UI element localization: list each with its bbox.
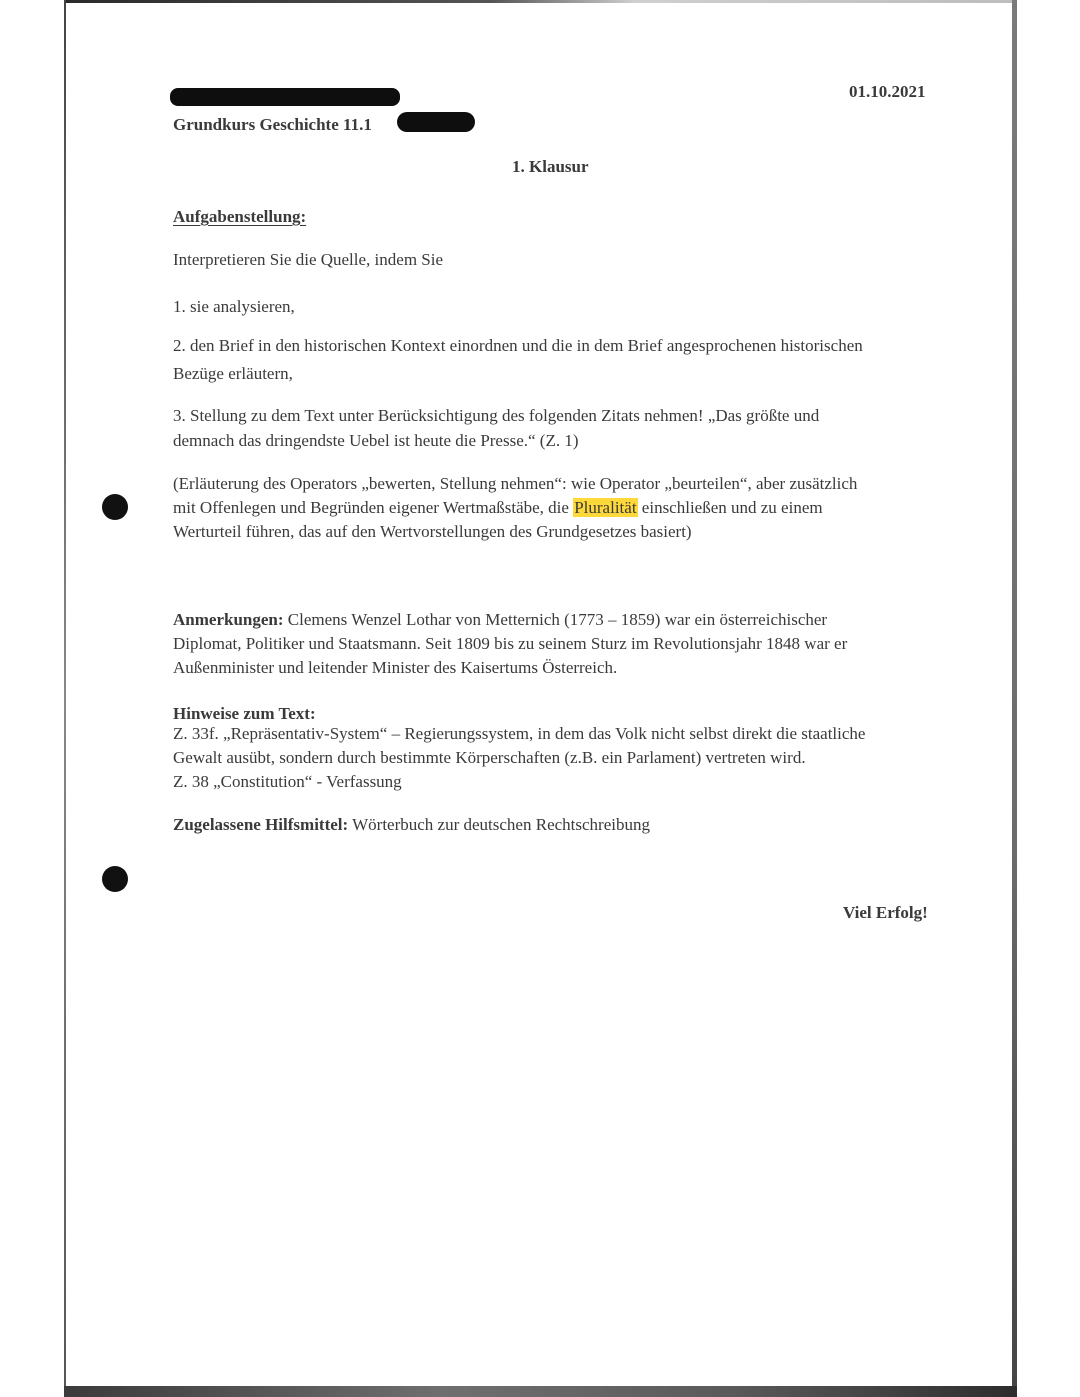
hints-line-3: Z. 38 „Constitution“ - Verfassung bbox=[173, 772, 402, 791]
course-title: Grundkurs Geschichte 11.1 bbox=[173, 115, 372, 134]
permitted-aids-label: Zugelassene Hilfsmittel: bbox=[173, 815, 349, 834]
scan-edge-bottom bbox=[64, 1386, 1017, 1397]
highlighted-word: Pluralität bbox=[574, 498, 637, 517]
operator-note-line-3: Werturteil führen, das auf den Wertvorstellungen des Grundgesetzes basiert) bbox=[173, 522, 692, 541]
redacted-course-suffix bbox=[397, 112, 475, 132]
hints-heading: Hinweise zum Text: bbox=[173, 704, 316, 723]
operator-note-line-2: mit Offenlegen und Begründen eigener Wertmaßstäbe, die Pluralität einschließen und zu einem bbox=[173, 498, 823, 517]
closing-wish: Viel Erfolg! bbox=[843, 903, 928, 922]
punch-hole-bottom bbox=[102, 866, 128, 892]
exam-date: 01.10.2021 bbox=[849, 82, 926, 101]
redacted-name-bar bbox=[170, 88, 400, 106]
task-item-3-line-1: 3. Stellung zu dem Text unter Berücksichtigung des folgenden Zitats nehmen! „Das größte und bbox=[173, 406, 820, 425]
task-item-2-line-1: 2. den Brief in den historischen Kontext einordnen und die in dem Brief angesprochenen historischen bbox=[173, 336, 863, 355]
notes-label: Anmerkungen: bbox=[173, 610, 284, 629]
task-item-1: 1. sie analysieren, bbox=[173, 297, 295, 316]
hints-line-1: Z. 33f. „Repräsentativ-System“ – Regierungssystem, in dem das Volk nicht selbst direkt die staatliche bbox=[173, 724, 866, 743]
task-intro: Interpretieren Sie die Quelle, indem Sie bbox=[173, 250, 444, 269]
permitted-aids: Zugelassene Hilfsmittel: Wörterbuch zur deutschen Rechtschreibung bbox=[173, 815, 650, 834]
notes-line-1: Anmerkungen: Clemens Wenzel Lothar von Metternich (1773 – 1859) war ein österreichischer bbox=[173, 610, 828, 629]
notes-line-3: Außenminister und leitender Minister des Kaisertums Österreich. bbox=[173, 658, 618, 677]
task-item-2-line-2: Bezüge erläutern, bbox=[173, 364, 293, 383]
notes-line-2: Diplomat, Politiker und Staatsmann. Seit 1809 bis zu seinem Sturz im Revolutionsjahr 1848 war er bbox=[173, 634, 848, 653]
scan-edge-top bbox=[64, 0, 1016, 3]
exam-title: 1. Klausur bbox=[512, 157, 589, 176]
task-item-3-line-2: demnach das dringendste Uebel ist heute die Presse.“ (Z. 1) bbox=[173, 431, 579, 450]
operator-note-line-1: (Erläuterung des Operators „bewerten, Stellung nehmen“: wie Operator „beurteilen“, aber zusätzlich bbox=[173, 474, 858, 493]
scan-edge-left bbox=[64, 0, 66, 1397]
punch-hole-top bbox=[102, 494, 128, 520]
scan-edge-right bbox=[1012, 0, 1017, 1397]
task-heading: Aufgabenstellung: bbox=[173, 207, 307, 226]
hints-line-2: Gewalt ausübt, sondern durch bestimmte Körperschaften (z.B. ein Parlament) vertreten wird. bbox=[173, 748, 806, 767]
